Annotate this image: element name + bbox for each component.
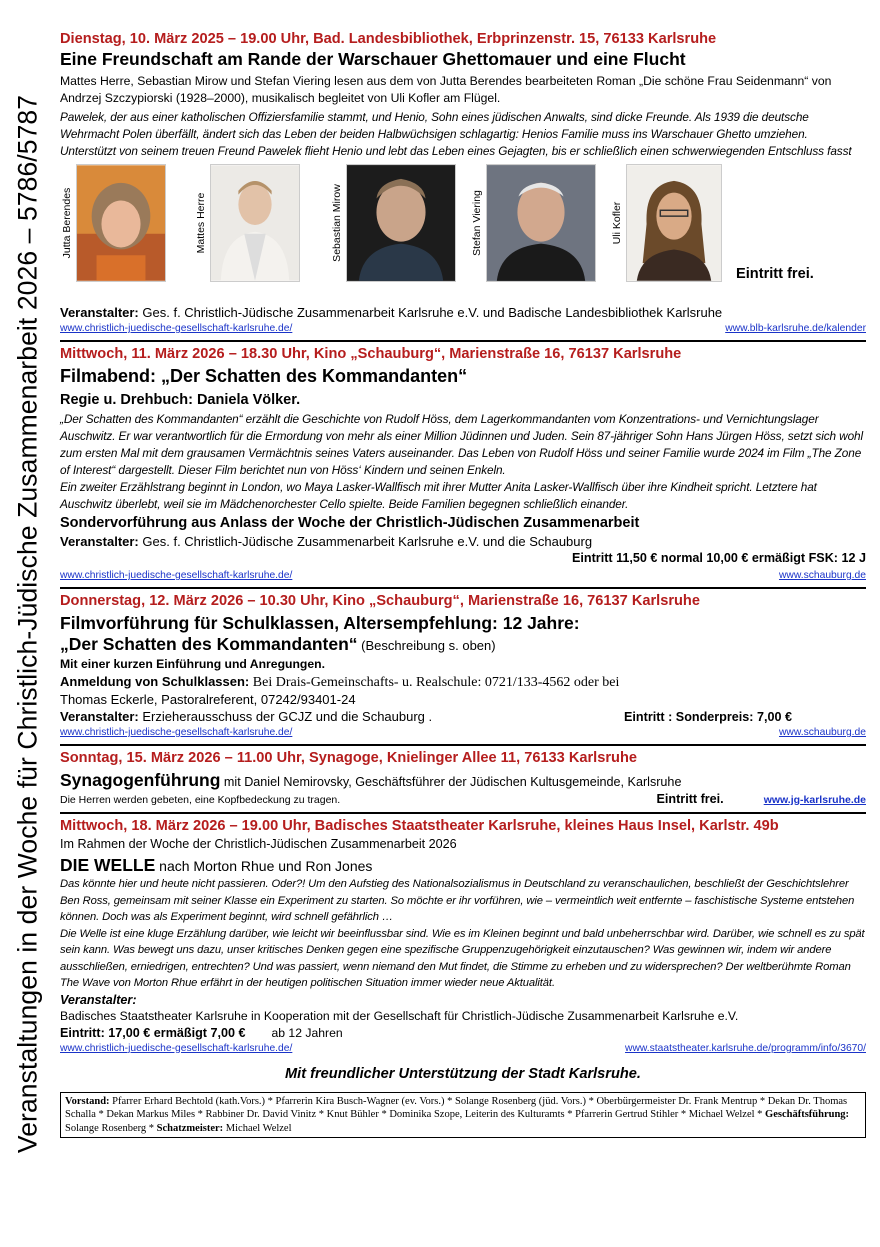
event-3-link-schauburg[interactable]: www.schauburg.de [778, 727, 866, 738]
side-title [2, 0, 54, 1247]
event-5: Mittwoch, 18. März 2026 – 19.00 Uhr, Badisches Staatstheater Karlsruhe, kleines Haus Insel, Karlstr. 49b Im Rahmen der Woche der Christlich-Jüdischen Zusammenarbeit 2026 DIE WELLE nach Morton Rhue und Ron Jones Das könnte hier und heute nicht passieren. Oder?! Um den Aufstieg des Nationalsozialismus in Deutschland zu veranschaulichen, beschließt der Geschichtslehrer Ben Ross, gemeinsam mit seiner Klasse ein Experiment zu starten. So möchte er ihr vorführen, wie – vermeintlich weit entfernte – faschistische Systeme entstehen können. Doch was als Experiment beginnt, wird schnell gefährlich … Die Welle ist eine kluge Erzählung darüber, wie leicht wir beeinflussbar sind. Wie es im Kleinen beginnt und bald unbeherrschbar wird. Darüber, wie schnell es zu spät sein kann. Was bewegt uns dazu, unser kritisches Denken gegen eine spezifische Gruppenzugehörigkeit einzutauschen? Was gewinnen wir, indem wir andere ausschließen, erniedrigen, entrechten? Und was passiert, wenn niemand den Mut findet, die Stimme zu erheben und zu widersprechen? Der weltberühmte Roman The Wave von Morton Rhue erfährt in der heutigen politischen Situation immer wieder neue Aktualität. Veranstalter: Badisches Staatstheater Karlsruhe in Kooperation mit der Gesellschaft für Christlich-Jüdische Zusammenarbeit Karlsruhe e.V. Eintritt: 17,00 € ermäßigt 7,00 € ab 12 Jahren www.christlich-juedische-gesellschaft-karlsruhe.de/ www.staatstheater.karlsruhe.de/programm/info/3670/ [60, 818, 866, 1054]
event-1-organizer-label: Veranstalter: [60, 305, 139, 320]
event-2-description-2: Ein zweiter Erzählstrang beginnt in London, wo Maya Lasker-Wallfisch mit ihrer Mutter Anita Lasker-Wallfisch über ihre Kindheit spricht. Letztere hat Auschwitz überlebt, weil sie im Mädchenorchester Cello spielte. Beide Familien begegnen schließlich einander. [60, 480, 817, 511]
divider [60, 587, 866, 589]
event-5-organizer: Badisches Staatstheater Karlsruhe in Kooperation mit der Gesellschaft für Christlich-Jüdische Zusammenarbeit Karlsruhe e.V. [60, 1008, 739, 1023]
board-vorstand-label: Vorstand: [65, 1095, 110, 1107]
event-4 [60, 749, 866, 808]
board-vorstand: Pfarrer Erhard Bechtold (kath.Vors.) * Pfarrerin Kira Busch-Wagner (ev. Vors.) * Solange Rosenberg (jüd. Vors.) * Oberbürgermeister Dr. Frank Mentrup * Dekan Dr. Thomas Schalla * Dekan Markus Miles * Rabbiner Dr. David Vinitz * Knut Bühler * Dominika Szope, Leiterin des Kulturamts * Pfarrerin Gertrud Stihler * Michael Welzel * [65, 1095, 848, 1120]
event-5-organizer-label: Veranstalter [60, 992, 133, 1007]
event-3-organizer-label: Veranstalter: [60, 709, 139, 724]
portrait-photo-5 [626, 164, 722, 282]
event-3-date: Donnerstag, 12. März 2026 – 10.30 Uhr, Kino „Schauburg“, Marienstraße 16, 76137 Karlsruhe [60, 593, 700, 609]
event-3-registration-label: Anmeldung von Schulklassen: [60, 674, 250, 689]
event-3-intro: Mit einer kurzen Einführung und Anregungen. [60, 657, 325, 671]
event-2-date: Mittwoch, 11. März 2026 – 18.30 Uhr, Kino „Schauburg“, Marienstraße 16, 76137 Karlsruhe [60, 346, 682, 362]
board-gf-label: Geschäftsführung: [765, 1109, 850, 1120]
event-2-organizer-label: Veranstalter: [60, 534, 139, 549]
board-sm-label: Schatzmeister: [156, 1122, 224, 1134]
event-1-title: Eine Freundschaft am Rande der Warschauer Ghettomauer und eine Flucht [60, 49, 686, 69]
side-title-text: Veranstaltungen in der Woche für Christlich-Jüdische Zusammenarbeit 2026 – 5786/5787 [12, 94, 43, 1153]
event-3-title: Filmvorführung für Schulklassen, Altersempfehlung: 12 Jahre: [60, 613, 580, 633]
event-1-link-cjz[interactable]: www.christlich-juedische-gesellschaft-karlsruhe.de/ [60, 323, 293, 334]
event-2-link-cjz[interactable]: www.christlich-juedische-gesellschaft-karlsruhe.de/ [60, 570, 293, 581]
portrait-label-1: Jutta Berendes [61, 187, 73, 259]
event-3-registration-contact: Thomas Eckerle, Pastoralreferent, 07242/93401-24 [60, 692, 356, 707]
event-3-registration: Bei Drais-Gemeinschafts- u. Realschule: 0721/133-4562 oder bei [249, 675, 620, 690]
portrait-label-3: Sebastian Mirow [331, 184, 343, 262]
event-1-organizer: Ges. f. Christlich-Jüdische Zusammenarbeit Karlsruhe e.V. und Badische Landesbibliothek Karlsruhe [142, 305, 723, 320]
event-1-admission: Eintritt frei. [736, 266, 814, 282]
event-5-description: Das könnte hier und heute nicht passieren. Oder?! Um den Aufstieg des Nationalsozialismus in Deutschland zu veranschaulichen, beschließt der Geschichtslehrer Ben Ross, gemeinsam mit seiner Klasse ein Experiment zu starten. So möchte er ihr vorführen, wie – vermeintlich weit entfernte – faschistische Systeme entstehen können. Doch was als Experiment beginnt, wird schnell gefährlich … [60, 878, 855, 923]
portrait-label-2: Mattes Herre [195, 192, 207, 254]
event-1 [60, 30, 866, 336]
portrait-label-4: Stefan Viering [471, 190, 483, 256]
event-program [60, 30, 866, 1138]
event-1-date: Dienstag, 10. März 2025 – 19.00 Uhr, Bad. Landesbibliothek, Erbprinzenstr. 15, 76133 Karlsruhe [60, 31, 717, 47]
event-1-description: Pawelek, der aus einer katholischen Offiziersfamilie stammt, und Henio, Sohn eines jüdischen Anwalts, sind dicke Freunde. Als 1939 die deutsche Wehrmacht Polen überfällt, ändert sich das Leben der beiden Halbwüchsigen schlagartig: Henios Familie muss ins Warschauer Ghetto umziehen. Unterstützt von seinem treuen Freund Pawelek flieht Henio und lebt das Leben eines Gejagten, bis er schließlich einen schwerwiegenden Entschluss fasst [60, 110, 852, 158]
portrait-photo-2 [210, 164, 300, 282]
event-2 [60, 345, 866, 583]
board-box [60, 1092, 866, 1139]
event-5-admission: Eintritt: 17,00 € ermäßigt 7,00 € [60, 1025, 246, 1040]
event-2-organizer: Ges. f. Christlich-Jüdische Zusammenarbeit Karlsruhe e.V. und die Schauburg [142, 534, 593, 549]
portrait-photo-4 [486, 164, 596, 282]
event-2-link-schauburg[interactable]: www.schauburg.de [778, 570, 866, 581]
event-4-guide: mit Daniel Nemirovsky, Geschäftsführer der Jüdischen Kultusgemeinde, Karlsruhe [220, 775, 682, 789]
event-4-title: Synagogenführung [60, 770, 221, 790]
event-5-title: DIE WELLE [60, 855, 156, 875]
event-4-date: Sonntag, 15. März 2026 – 11.00 Uhr, Synagoge, Knielinger Allee 11, 76133 Karlsruhe [60, 750, 637, 766]
event-5-age: ab 12 Jahren [271, 1025, 343, 1040]
event-5-link-cjz[interactable]: www.christlich-juedische-gesellschaft-karlsruhe.de/ [60, 1042, 293, 1054]
event-1-intro: Mattes Herre, Sebastian Mirow und Stefan Viering lesen aus dem von Jutta Berendes bearbeiteten Roman „Die schöne Frau Seidenmann“ von Andrzej Szczypiorski (1928–2000), musikalisch begleitet von Uli Kofler am Flügel. [60, 74, 832, 105]
event-3-title-note: (Beschreibung s. oben) [357, 638, 496, 653]
event-2-film-title: : „Der Schatten des Kommandanten“ [150, 366, 468, 386]
portrait-photo-3 [346, 164, 456, 282]
event-3-admission: Eintritt : Sonderpreis: 7,00 € [624, 710, 792, 724]
event-4-note: Die Herren werden gebeten, eine Kopfbedeckung zu tragen. [60, 794, 341, 806]
event-1-link-blb[interactable]: www.blb-karlsruhe.de/kalender [725, 323, 866, 334]
event-2-director: Regie u. Drehbuch: Daniela Völker. [60, 392, 301, 408]
divider [60, 340, 866, 342]
event-5-title-rest: nach Morton Rhue und Ron Jones [155, 858, 373, 874]
board-gf: Solange Rosenberg * [65, 1122, 157, 1134]
portrait-photo-1 [76, 164, 166, 282]
event-3-film-title: „Der Schatten des Kommandanten“ [60, 634, 358, 654]
event-5-link-staatstheater[interactable]: www.staatstheater.karlsruhe.de/programm/info/3670/ [625, 1042, 866, 1054]
portrait-label-5: Uli Kofler [611, 201, 623, 245]
event-3-organizer: Erzieherausschuss der GCJZ und die Schauburg . [138, 709, 433, 724]
divider [60, 744, 866, 746]
event-3 [60, 592, 866, 740]
event-4-admission: Eintritt frei. [656, 792, 724, 806]
event-2-admission: Eintritt 11,50 € normal 10,00 € ermäßigt FSK: 12 J [572, 551, 866, 565]
event-5-description-2: Die Welle ist eine kluge Erzählung darüber, wie leicht wir beeinflussbar sind. Wie es im Kleinen beginnt und bald unbeherrschbar wird. Darüber, wie schnell es zu spät sein kann. Was bewegt uns dazu, unser kritisches Denken gegen eine spezifische Gruppenzugehörigkeit einzutauschen? Was gewinnen wir, indem wir andere ausschließen, erniedrigen, entrechten? Und was passiert, wenn niemand den Mut findet, die Stimme zu erheben und zu widersprechen? Der weltberühmte Roman The Wave von Morton Rhue erfährt in der heutigen politischen Situation immer wieder neue Aktualität. [60, 927, 865, 989]
event-2-special: Sondervorführung aus Anlass der Woche der Christlich-Jüdischen Zusammenarbeit [60, 515, 640, 531]
event-5-context: Im Rahmen der Woche der Christlich-Jüdischen Zusammenarbeit 2026 [60, 837, 457, 851]
event-3-link-cjz[interactable]: www.christlich-juedische-gesellschaft-karlsruhe.de/ [60, 727, 293, 738]
divider [60, 812, 866, 814]
event-5-date: Mittwoch, 18. März 2026 – 19.00 Uhr, Badisches Staatstheater Karlsruhe, kleines Haus Insel, Karlstr. 49b [60, 818, 779, 834]
event-4-link-jg[interactable]: www.jg-karlsruhe.de [763, 794, 866, 806]
event-1-portraits [60, 164, 866, 304]
event-2-title: Filmabend [60, 366, 151, 386]
event-2-description: „Der Schatten des Kommandanten“ erzählt die Geschichte von Rudolf Höss, dem Lagerkommandanten vom Konzentrations- und Vernichtungslager Auschwitz. Er war verantwortlich für die Ermordung von mehr als einer Million Jüdinnen und Juden. Sein 87-jähriger Sohn Hans Jürgen Höss, setzt sich wohl zum ersten Mal mit dem grausamen Vermächtnis seines Vaters auseinander. Das Leben von Rudolf Höss und seiner Familie wurde 2024 im Film „The Zone of Interest“ dargestellt. Dieser Film berichtet nun von Höss‘ Kindern und seinen Enkeln. [60, 412, 864, 477]
board-sm: Michael Welzel [223, 1122, 292, 1134]
support-note: Mit freundlicher Unterstützung der Stadt Karlsruhe. [285, 1065, 641, 1082]
